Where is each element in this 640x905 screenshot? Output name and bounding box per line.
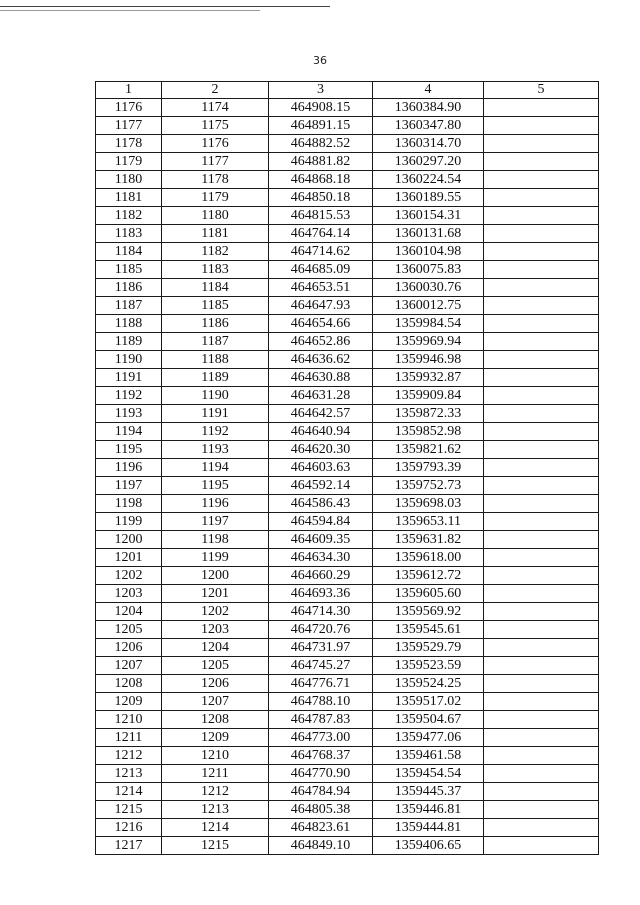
table-cell: 1215 [162, 837, 269, 855]
table-cell: 1176 [162, 135, 269, 153]
table-cell: 1198 [162, 531, 269, 549]
table-cell: 1359631.82 [373, 531, 484, 549]
table-cell: 464654.66 [269, 315, 373, 333]
table-cell: 1211 [96, 729, 162, 747]
table-cell: 1199 [96, 513, 162, 531]
table-cell [484, 801, 599, 819]
column-header: 4 [373, 82, 484, 99]
table-cell: 464745.27 [269, 657, 373, 675]
table-cell [484, 459, 599, 477]
table-cell [484, 225, 599, 243]
table-cell: 1207 [96, 657, 162, 675]
table-row [96, 333, 599, 351]
table-cell: 1360104.98 [373, 243, 484, 261]
table-cell: 1203 [162, 621, 269, 639]
table-cell: 1189 [96, 333, 162, 351]
table-row [96, 747, 599, 765]
table-cell: 1208 [96, 675, 162, 693]
table-cell [484, 99, 599, 117]
table-cell: 1360314.70 [373, 135, 484, 153]
table-cell: 464647.93 [269, 297, 373, 315]
table-row [96, 117, 599, 135]
table-cell: 1360131.68 [373, 225, 484, 243]
table-cell: 1182 [96, 207, 162, 225]
table-cell: 1186 [96, 279, 162, 297]
table-cell: 1192 [96, 387, 162, 405]
table-row [96, 387, 599, 405]
table-row [96, 423, 599, 441]
table-cell: 1359461.58 [373, 747, 484, 765]
table-cell: 464634.30 [269, 549, 373, 567]
table-row [96, 531, 599, 549]
table-cell: 1360347.80 [373, 117, 484, 135]
table-cell [484, 171, 599, 189]
table-cell: 1188 [96, 315, 162, 333]
table-cell: 1184 [162, 279, 269, 297]
table-cell: 1198 [96, 495, 162, 513]
table-cell: 464773.00 [269, 729, 373, 747]
table-cell: 1190 [96, 351, 162, 369]
column-header: 2 [162, 82, 269, 99]
table-row [96, 369, 599, 387]
table-cell: 1196 [162, 495, 269, 513]
table-row [96, 153, 599, 171]
table-row [96, 477, 599, 495]
table-row [96, 657, 599, 675]
table-cell [484, 693, 599, 711]
scan-edge-line [0, 6, 330, 7]
table-cell: 1178 [96, 135, 162, 153]
table-row [96, 603, 599, 621]
table-cell: 1179 [96, 153, 162, 171]
table-cell: 1360189.55 [373, 189, 484, 207]
table-cell [484, 279, 599, 297]
table-cell: 1195 [162, 477, 269, 495]
table-cell: 464770.90 [269, 765, 373, 783]
table-cell: 1359444.81 [373, 819, 484, 837]
table-cell [484, 711, 599, 729]
table-cell: 1359454.54 [373, 765, 484, 783]
table-row [96, 783, 599, 801]
table-cell: 464592.14 [269, 477, 373, 495]
table-cell: 1182 [162, 243, 269, 261]
table-cell: 1190 [162, 387, 269, 405]
table-row [96, 819, 599, 837]
table-cell: 1196 [96, 459, 162, 477]
table-row [96, 513, 599, 531]
table-row [96, 711, 599, 729]
table-cell [484, 729, 599, 747]
table-row [96, 243, 599, 261]
table-cell: 1210 [162, 747, 269, 765]
table-row [96, 675, 599, 693]
table-cell [484, 657, 599, 675]
table-cell: 1359793.39 [373, 459, 484, 477]
table-cell [484, 567, 599, 585]
table-row [96, 189, 599, 207]
table-cell [484, 603, 599, 621]
table-cell: 1201 [96, 549, 162, 567]
table-cell: 1359752.73 [373, 477, 484, 495]
table-cell: 464868.18 [269, 171, 373, 189]
table-cell: 1193 [162, 441, 269, 459]
table-cell: 464908.15 [269, 99, 373, 117]
table-cell: 464609.35 [269, 531, 373, 549]
table-cell: 1204 [96, 603, 162, 621]
table-cell: 464787.83 [269, 711, 373, 729]
table-cell: 1201 [162, 585, 269, 603]
table-cell: 464640.94 [269, 423, 373, 441]
table-cell [484, 585, 599, 603]
table-cell: 464881.82 [269, 153, 373, 171]
table-cell: 1211 [162, 765, 269, 783]
table-cell: 1206 [96, 639, 162, 657]
table-cell: 464636.62 [269, 351, 373, 369]
table-cell: 1359605.60 [373, 585, 484, 603]
table-cell [484, 261, 599, 279]
table-row [96, 297, 599, 315]
table-cell: 1360384.90 [373, 99, 484, 117]
table-cell: 1205 [96, 621, 162, 639]
table-cell: 1214 [96, 783, 162, 801]
table-cell: 1214 [162, 819, 269, 837]
table-cell: 464693.36 [269, 585, 373, 603]
table-cell [484, 513, 599, 531]
table-cell: 1360154.31 [373, 207, 484, 225]
table-cell: 464768.37 [269, 747, 373, 765]
table-cell: 1180 [162, 207, 269, 225]
table-cell: 1359545.61 [373, 621, 484, 639]
table-cell: 1200 [96, 531, 162, 549]
table-cell [484, 477, 599, 495]
table-cell: 1217 [96, 837, 162, 855]
table-header-row [96, 82, 599, 99]
table-cell: 464882.52 [269, 135, 373, 153]
table-cell: 1216 [96, 819, 162, 837]
table-cell: 464594.84 [269, 513, 373, 531]
table-cell: 1359446.81 [373, 801, 484, 819]
table-cell: 1360297.20 [373, 153, 484, 171]
table-cell: 464849.10 [269, 837, 373, 855]
table-cell: 1185 [162, 297, 269, 315]
table-cell: 1193 [96, 405, 162, 423]
table-cell: 464764.14 [269, 225, 373, 243]
table-cell: 1194 [96, 423, 162, 441]
table-cell: 464642.57 [269, 405, 373, 423]
table-cell: 1200 [162, 567, 269, 585]
table-cell: 464653.51 [269, 279, 373, 297]
table-cell [484, 333, 599, 351]
table-cell: 1359909.84 [373, 387, 484, 405]
table-cell: 1359569.92 [373, 603, 484, 621]
table-cell [484, 837, 599, 855]
table-cell: 1209 [162, 729, 269, 747]
table-cell: 1187 [96, 297, 162, 315]
table-cell: 1359984.54 [373, 315, 484, 333]
table-row [96, 549, 599, 567]
table-cell: 464823.61 [269, 819, 373, 837]
table-cell: 464720.76 [269, 621, 373, 639]
table-cell: 1213 [162, 801, 269, 819]
table-cell: 1359612.72 [373, 567, 484, 585]
table-cell: 1359524.25 [373, 675, 484, 693]
table-body [96, 99, 599, 855]
table-cell [484, 639, 599, 657]
table-cell: 1359969.94 [373, 333, 484, 351]
table-cell [484, 621, 599, 639]
table-cell: 1191 [162, 405, 269, 423]
column-header: 3 [269, 82, 373, 99]
table-cell: 1359852.98 [373, 423, 484, 441]
table-cell: 1177 [96, 117, 162, 135]
table-cell: 1199 [162, 549, 269, 567]
table-cell [484, 531, 599, 549]
table-cell: 1197 [162, 513, 269, 531]
table-row [96, 207, 599, 225]
table-row [96, 405, 599, 423]
table-cell: 464631.28 [269, 387, 373, 405]
table-cell: 1359618.00 [373, 549, 484, 567]
table-cell: 464788.10 [269, 693, 373, 711]
table-cell: 464805.38 [269, 801, 373, 819]
table-cell: 1195 [96, 441, 162, 459]
table-cell: 1184 [96, 243, 162, 261]
table-cell: 1181 [96, 189, 162, 207]
table-cell [484, 297, 599, 315]
table-cell: 1207 [162, 693, 269, 711]
table-cell [484, 189, 599, 207]
table-cell [484, 369, 599, 387]
table-cell: 464652.86 [269, 333, 373, 351]
table-row [96, 459, 599, 477]
table-cell [484, 207, 599, 225]
table-cell: 464714.62 [269, 243, 373, 261]
table-cell: 1359698.03 [373, 495, 484, 513]
table-cell: 1359932.87 [373, 369, 484, 387]
table-cell [484, 441, 599, 459]
table-cell: 464603.63 [269, 459, 373, 477]
table-row [96, 585, 599, 603]
table-cell: 1179 [162, 189, 269, 207]
table-cell [484, 747, 599, 765]
table-row [96, 279, 599, 297]
table-cell: 1178 [162, 171, 269, 189]
table-cell: 1181 [162, 225, 269, 243]
table-row [96, 171, 599, 189]
table-cell [484, 819, 599, 837]
table-cell: 1359477.06 [373, 729, 484, 747]
column-header: 1 [96, 82, 162, 99]
table-row [96, 729, 599, 747]
table-cell [484, 351, 599, 369]
table-cell: 1183 [162, 261, 269, 279]
table-row [96, 639, 599, 657]
table-cell: 1177 [162, 153, 269, 171]
table-cell [484, 423, 599, 441]
table-cell: 1194 [162, 459, 269, 477]
table-cell [484, 135, 599, 153]
table-cell: 464891.15 [269, 117, 373, 135]
table-cell: 1215 [96, 801, 162, 819]
table-cell [484, 495, 599, 513]
table-row [96, 621, 599, 639]
table-cell: 1210 [96, 711, 162, 729]
table-cell: 1359406.65 [373, 837, 484, 855]
table-row [96, 261, 599, 279]
table-cell: 464784.94 [269, 783, 373, 801]
table-cell: 1189 [162, 369, 269, 387]
table-row [96, 99, 599, 117]
table-row [96, 495, 599, 513]
table-cell: 1359445.37 [373, 783, 484, 801]
table-cell: 1359523.59 [373, 657, 484, 675]
table-cell: 1359529.79 [373, 639, 484, 657]
coordinates-table [95, 81, 599, 855]
table-cell: 464685.09 [269, 261, 373, 279]
table-row [96, 135, 599, 153]
table-cell: 464630.88 [269, 369, 373, 387]
table-cell [484, 405, 599, 423]
table-cell: 464714.30 [269, 603, 373, 621]
table-row [96, 315, 599, 333]
table-cell [484, 153, 599, 171]
table-row [96, 225, 599, 243]
table-cell: 1212 [96, 747, 162, 765]
table-cell [484, 315, 599, 333]
table-cell: 1360030.76 [373, 279, 484, 297]
table-cell: 1187 [162, 333, 269, 351]
table-cell: 1204 [162, 639, 269, 657]
table-cell: 1191 [96, 369, 162, 387]
table-cell: 1213 [96, 765, 162, 783]
table-cell [484, 387, 599, 405]
table-row [96, 351, 599, 369]
table-cell: 1212 [162, 783, 269, 801]
table-cell: 1209 [96, 693, 162, 711]
table-cell: 464620.30 [269, 441, 373, 459]
table-cell: 1203 [96, 585, 162, 603]
table-cell: 1186 [162, 315, 269, 333]
table-cell: 1197 [96, 477, 162, 495]
table-cell: 1185 [96, 261, 162, 279]
table-row [96, 693, 599, 711]
column-header: 5 [484, 82, 599, 99]
table-cell: 1360224.54 [373, 171, 484, 189]
table-cell: 1359504.67 [373, 711, 484, 729]
table-cell: 464850.18 [269, 189, 373, 207]
table-cell: 1205 [162, 657, 269, 675]
table-cell: 464586.43 [269, 495, 373, 513]
table-cell: 1188 [162, 351, 269, 369]
table-cell [484, 675, 599, 693]
table-row [96, 765, 599, 783]
table-cell [484, 243, 599, 261]
table-cell [484, 117, 599, 135]
table-cell: 464815.53 [269, 207, 373, 225]
table-cell: 1359872.33 [373, 405, 484, 423]
table-cell: 464776.71 [269, 675, 373, 693]
table-cell: 1360012.75 [373, 297, 484, 315]
table-cell: 1202 [162, 603, 269, 621]
table-cell: 1359821.62 [373, 441, 484, 459]
table-cell: 1174 [162, 99, 269, 117]
table-cell: 1176 [96, 99, 162, 117]
scan-edge-line-faint [0, 10, 260, 11]
table-cell: 1175 [162, 117, 269, 135]
table-cell: 1359517.02 [373, 693, 484, 711]
table-row [96, 837, 599, 855]
table-cell: 464660.29 [269, 567, 373, 585]
table-cell [484, 765, 599, 783]
page-number: 36 [313, 54, 327, 67]
table-cell [484, 549, 599, 567]
table-cell: 1202 [96, 567, 162, 585]
table-cell: 1359946.98 [373, 351, 484, 369]
table-row [96, 801, 599, 819]
table-row [96, 567, 599, 585]
table-cell: 1180 [96, 171, 162, 189]
table-cell: 464731.97 [269, 639, 373, 657]
table-cell: 1360075.83 [373, 261, 484, 279]
table-cell: 1192 [162, 423, 269, 441]
table-cell: 1359653.11 [373, 513, 484, 531]
table-cell [484, 783, 599, 801]
table-cell: 1206 [162, 675, 269, 693]
table-cell: 1208 [162, 711, 269, 729]
table-cell: 1183 [96, 225, 162, 243]
table-row [96, 441, 599, 459]
